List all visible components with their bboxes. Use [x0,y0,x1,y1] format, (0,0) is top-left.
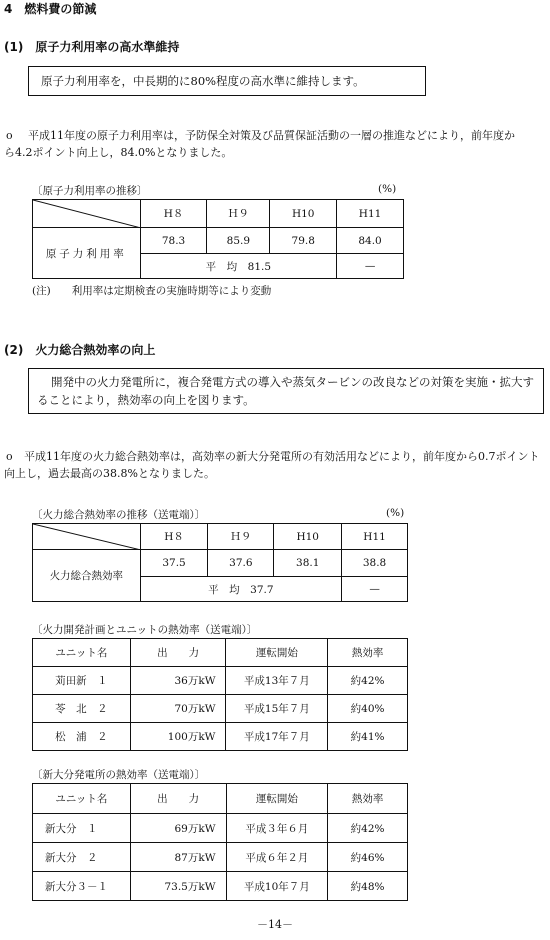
shinoita-table [32,783,408,901]
bullet-mark: o [6,129,13,142]
unit-cell: 新大分 １ [33,814,131,843]
year-cell: H11 [337,200,404,228]
start-cell: 平成13年７月 [226,667,328,695]
efficiency-cell: 約42% [328,667,408,695]
header-cell: ユニット名 [33,639,131,667]
value-cell: 78.3 [140,228,207,254]
output-cell: 100万kW [130,723,226,751]
table-caption-thermal: 〔火力総合熱効率の推移（送電端）〕 [32,509,206,521]
average-cell: 平 均 81.5 [140,254,337,279]
subsection-1-title: (1) 原子力利用率の高水準維持 [4,40,180,54]
output-cell: 69万kW [130,814,226,843]
corner-cell [33,200,141,228]
average-cell: 平 均 37.7 [140,577,342,602]
unit-cell: 苓 北 ２ [33,695,131,723]
policy-box-1: 原子力利用率を，中長期的に80%程度の高水準に維持します。 [28,66,426,96]
unit-cell: 苅田新 １ [33,667,131,695]
year-cell: H８ [140,524,208,550]
year-cell: Ｈ９ [207,200,270,228]
efficiency-cell: 約46% [328,843,408,872]
value-cell: 79.8 [270,228,337,254]
row-label: 原子力利用率 [33,228,141,279]
start-cell: 平成17年７月 [226,723,328,751]
table-row [33,814,408,843]
efficiency-cell: 約40% [328,695,408,723]
section-title: 4 燃料費の節減 [4,2,97,16]
header-cell: 出 力 [130,784,226,814]
header-cell: 運転開始 [226,784,328,814]
output-cell: 87万kW [130,843,226,872]
value-cell: 37.5 [140,550,208,577]
bullet-mark: o [6,450,13,463]
thermal-plan-table [32,638,408,751]
year-cell: H10 [274,524,342,550]
year-cell: Ｈ９ [208,524,274,550]
paragraph-2: 平成11年度の火力総合熱効率は，高効率の新大分発電所の有効活用などにより，前年度から0.7ポイント向上し，過去最高の38.8%となりました。 [4,450,540,480]
header-cell: ユニット名 [33,784,131,814]
paragraph-1: 平成11年度の原子力利用率は，予防保全対策及び品質保証活動の一層の推進などにより，前年度から4.2ポイント向上し，84.0%となりました。 [4,129,515,159]
value-cell: 38.8 [342,550,408,577]
efficiency-cell: 約48% [328,872,408,901]
row-label: 火力総合熱効率 [33,550,141,602]
policy-box-2: 開発中の火力発電所に，複合発電方式の導入や蒸気タービンの改良などの対策を実施・拡大することにより，熱効率の向上を図ります。 [28,368,544,414]
unit-cell: 新大分３－１ [33,872,131,901]
table-note: (注) 利用率は定期検査の実施時期等により変動 [32,285,272,297]
output-cell: 36万kW [130,667,226,695]
efficiency-cell: 約42% [328,814,408,843]
table-unit-nuclear: (%) [378,183,397,195]
table-row [33,872,408,901]
corner-cell [33,524,141,550]
value-cell: 38.1 [274,550,342,577]
header-cell: 熱効率 [328,784,408,814]
value-cell: 37.6 [208,550,274,577]
header-cell: 熱効率 [328,639,408,667]
header-cell: 運転開始 [226,639,328,667]
thermal-efficiency-table [32,523,408,602]
table-row [33,667,408,695]
table-unit-thermal: (%) [386,507,405,519]
year-cell: H11 [342,524,408,550]
start-cell: 平成10年７月 [226,872,328,901]
value-cell: 84.0 [337,228,404,254]
nuclear-table [32,199,404,279]
dash-cell: — [342,577,408,602]
table-caption-shinoita: 〔新大分発電所の熱効率（送電端）〕 [32,769,206,781]
table-caption-nuclear: 〔原子力利用率の推移〕 [32,185,148,197]
table-row [33,843,408,872]
table-caption-plan: 〔火力開発計画とユニットの熱効率（送電端）〕 [32,624,258,636]
output-cell: 70万kW [130,695,226,723]
unit-cell: 松 浦 ２ [33,723,131,751]
unit-cell: 新大分 ２ [33,843,131,872]
output-cell: 73.5万kW [130,872,226,901]
table-row [33,723,408,751]
value-cell: 85.9 [207,228,270,254]
efficiency-cell: 約41% [328,723,408,751]
start-cell: 平成15年７月 [226,695,328,723]
header-cell: 出 力 [130,639,226,667]
year-cell: H10 [270,200,337,228]
table-row [33,695,408,723]
start-cell: 平成６年２月 [226,843,328,872]
page-number: －14－ [257,918,293,931]
dash-cell: — [337,254,404,279]
subsection-2-title: (2) 火力総合熱効率の向上 [4,343,156,357]
start-cell: 平成３年６月 [226,814,328,843]
year-cell: H８ [140,200,207,228]
